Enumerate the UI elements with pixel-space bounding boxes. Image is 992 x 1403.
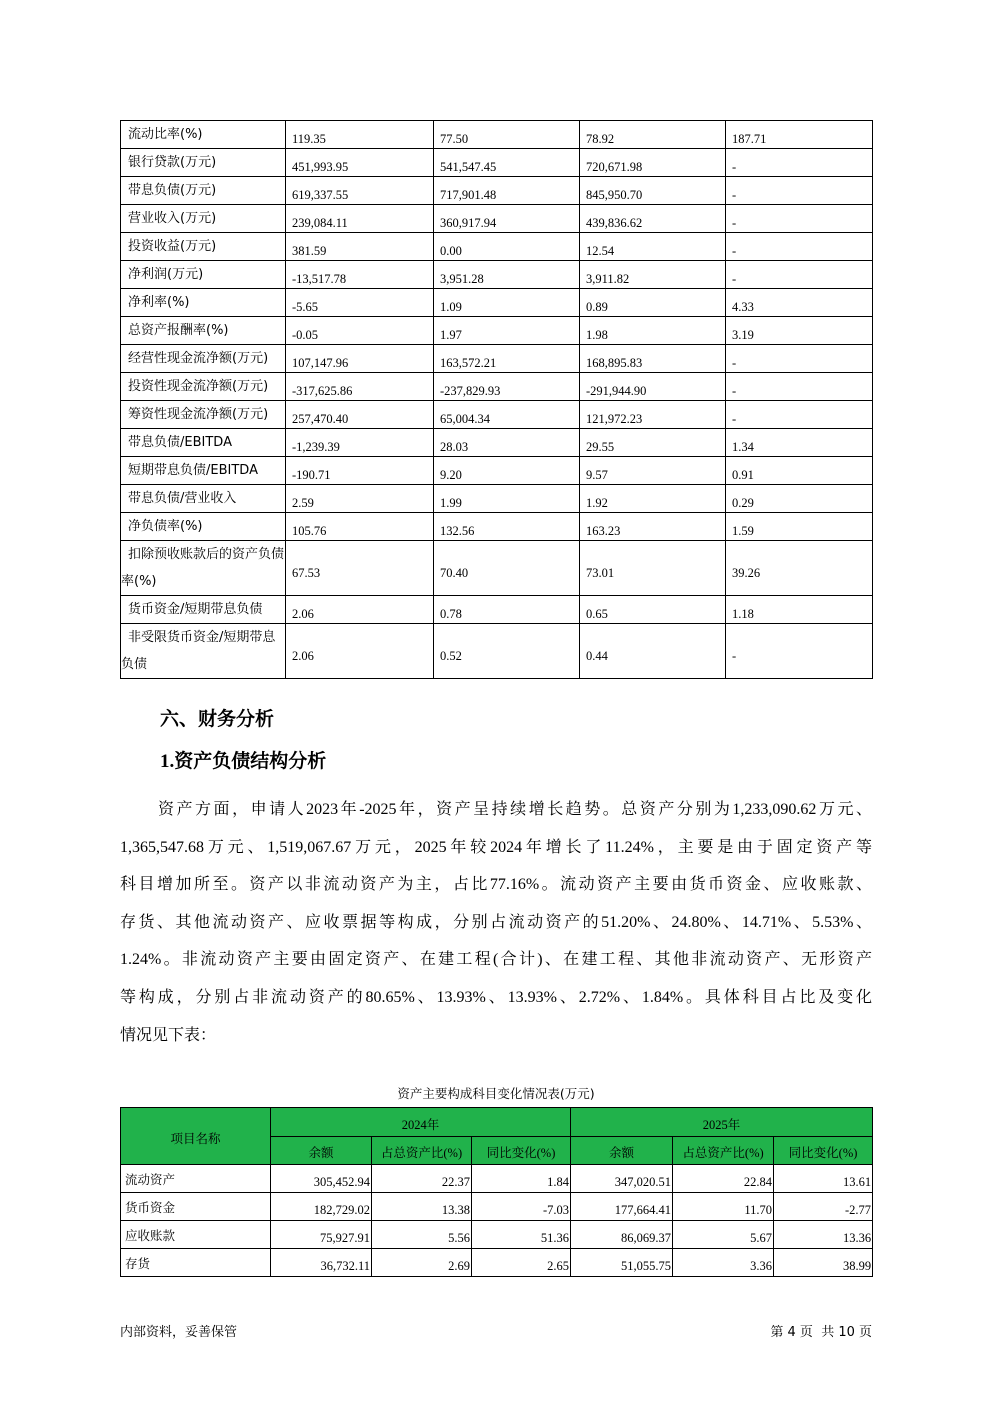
metric-value: 381.59 [286, 233, 434, 261]
metrics-row [121, 345, 873, 373]
metric-value: 9.20 [434, 457, 580, 485]
section-heading: 六、财务分析 [160, 709, 275, 730]
row-label: 应收账款 [121, 1221, 271, 1249]
row-label: 流动资产 [121, 1165, 271, 1193]
metric-value: 1.99 [434, 485, 580, 513]
table-cell: 13.36 [774, 1221, 873, 1249]
metric-value: -291,944.90 [580, 373, 726, 401]
metric-label: 非受限货币资金/短期带息负债 [121, 624, 286, 679]
metric-value: 720,671.98 [580, 149, 726, 177]
metric-value: 163,572.21 [434, 345, 580, 373]
table-row [121, 1221, 873, 1249]
metrics-row [121, 513, 873, 541]
metric-value: 132.56 [434, 513, 580, 541]
metric-value: 1.98 [580, 317, 726, 345]
metric-value: -190.71 [286, 457, 434, 485]
paragraph-line: 1.24%。非流动资产主要由固定资产、在建工程(合计)、在建工程、其他非流动资产、无形资产 [120, 951, 872, 969]
metric-label: 带息负债/EBITDA [121, 429, 286, 457]
analysis-paragraph [120, 791, 872, 1054]
table-cell: 5.56 [372, 1221, 472, 1249]
metric-value: 1.59 [726, 513, 873, 541]
metric-value: 0.89 [580, 289, 726, 317]
table-caption: 资产主要构成科目变化情况表(万元) [397, 1086, 595, 1101]
metric-value: 619,337.55 [286, 177, 434, 205]
metric-value: 73.01 [580, 541, 726, 596]
metric-value: 0.78 [434, 596, 580, 624]
metric-value: 3,911.82 [580, 261, 726, 289]
metrics-row [121, 429, 873, 457]
metrics-row [121, 596, 873, 624]
metrics-row [121, 149, 873, 177]
metric-value: 163.23 [580, 513, 726, 541]
metrics-row [121, 485, 873, 513]
paragraph-line: 存货、其他流动资产、应收票据等构成，分别占流动资产的51.20%、24.80%、14.71%、5.53%、 [120, 913, 872, 931]
metric-value: 0.00 [434, 233, 580, 261]
metric-label: 净利率(%) [121, 289, 286, 317]
metric-value: - [726, 233, 873, 261]
metric-value: 0.91 [726, 457, 873, 485]
metric-value: 2.06 [286, 624, 434, 679]
table-cell: 86,069.37 [571, 1221, 673, 1249]
financial-metrics-table [120, 120, 873, 679]
table-cell: 2.65 [472, 1249, 571, 1277]
table-row [121, 1193, 873, 1221]
metric-value: 28.03 [434, 429, 580, 457]
metrics-row [121, 373, 873, 401]
metric-label: 带息负债(万元) [121, 177, 286, 205]
metric-value: 3,951.28 [434, 261, 580, 289]
metrics-row [121, 121, 873, 149]
metric-value: -13,517.78 [286, 261, 434, 289]
table-cell: 3.36 [673, 1249, 774, 1277]
metric-value: 257,470.40 [286, 401, 434, 429]
metric-value: - [726, 373, 873, 401]
metric-value: 39.26 [726, 541, 873, 596]
table-cell: 51,055.75 [571, 1249, 673, 1277]
year-group-header: 2024年 [271, 1108, 571, 1137]
metric-value: 78.92 [580, 121, 726, 149]
table-cell: 75,927.91 [271, 1221, 372, 1249]
metric-value: 439,836.62 [580, 205, 726, 233]
column-header: 同比变化(%) [774, 1137, 873, 1165]
metrics-row [121, 177, 873, 205]
metric-value: 541,547.45 [434, 149, 580, 177]
metrics-row [121, 457, 873, 485]
subsection-heading: 1.资产负债结构分析 [160, 751, 327, 772]
metric-label: 投资性现金流净额(万元) [121, 373, 286, 401]
metrics-row [121, 233, 873, 261]
metric-value: -0.05 [286, 317, 434, 345]
metric-value: 1.97 [434, 317, 580, 345]
metric-value: - [726, 261, 873, 289]
metric-label: 流动比率(%) [121, 121, 286, 149]
table-cell: 13.61 [774, 1165, 873, 1193]
metric-value: 239,084.11 [286, 205, 434, 233]
row-label: 存货 [121, 1249, 271, 1277]
metric-value: 1.34 [726, 429, 873, 457]
metric-value: 29.55 [580, 429, 726, 457]
table-cell: 22.84 [673, 1165, 774, 1193]
footer-page-number: 第 4 页 共 10 页 [770, 1325, 872, 1340]
metric-value: 717,901.48 [434, 177, 580, 205]
metric-value: -1,239.39 [286, 429, 434, 457]
metric-value: - [726, 149, 873, 177]
metric-label: 筹资性现金流净额(万元) [121, 401, 286, 429]
metric-value: - [726, 177, 873, 205]
metric-label: 银行贷款(万元) [121, 149, 286, 177]
metric-value: -317,625.86 [286, 373, 434, 401]
metric-value: -5.65 [286, 289, 434, 317]
metrics-row [121, 317, 873, 345]
item-name-header: 项目名称 [121, 1108, 271, 1165]
column-header: 余额 [271, 1137, 372, 1165]
metric-value: 12.54 [580, 233, 726, 261]
paragraph-line: 1,365,547.68万元、1,519,067.67万元，2025年较2024年增长了11.24%，主要是由于固定资产等 [120, 838, 872, 856]
metric-value: - [726, 401, 873, 429]
table-cell: -7.03 [472, 1193, 571, 1221]
metric-value: 1.09 [434, 289, 580, 317]
paragraph-line: 等构成，分别占非流动资产的80.65%、13.93%、13.93%、2.72%、1.84%。具体科目占比及变化 [120, 988, 872, 1006]
table-cell: 22.37 [372, 1165, 472, 1193]
table-cell: 51.36 [472, 1221, 571, 1249]
metric-value: - [726, 205, 873, 233]
table-header-row [121, 1108, 873, 1137]
table-cell: 347,020.51 [571, 1165, 673, 1193]
column-header: 同比变化(%) [472, 1137, 571, 1165]
metric-value: 2.59 [286, 485, 434, 513]
metric-label: 净负债率(%) [121, 513, 286, 541]
metric-value: -237,829.93 [434, 373, 580, 401]
row-label: 货币资金 [121, 1193, 271, 1221]
metric-value: 0.29 [726, 485, 873, 513]
table-row [121, 1165, 873, 1193]
metric-value: 187.71 [726, 121, 873, 149]
table-cell: 13.38 [372, 1193, 472, 1221]
metric-value: 2.06 [286, 596, 434, 624]
metric-value: - [726, 624, 873, 679]
metrics-row [121, 401, 873, 429]
column-header: 余额 [571, 1137, 673, 1165]
metric-value: 70.40 [434, 541, 580, 596]
metric-value: - [726, 345, 873, 373]
table-row [121, 1249, 873, 1277]
paragraph-line: 资产方面，申请人2023年-2025年，资产呈持续增长趋势。总资产分别为1,233,090.62万元、 [158, 801, 872, 818]
asset-composition-table [120, 1107, 873, 1277]
metric-label: 扣除预收账款后的资产负债率(%) [121, 541, 286, 596]
metric-value: 4.33 [726, 289, 873, 317]
table-cell: 38.99 [774, 1249, 873, 1277]
paragraph-line: 科目增加所至。资产以非流动资产为主，占比77.16%。流动资产主要由货币资金、应收账款、 [120, 876, 872, 894]
metric-value: 0.44 [580, 624, 726, 679]
metric-value: 105.76 [286, 513, 434, 541]
metrics-row [121, 261, 873, 289]
metric-value: 67.53 [286, 541, 434, 596]
metric-value: 1.18 [726, 596, 873, 624]
metric-value: 0.65 [580, 596, 726, 624]
metric-label: 短期带息负债/EBITDA [121, 457, 286, 485]
footer-confidential-note: 内部资料，妥善保管 [120, 1325, 238, 1340]
table-cell: 36,732.11 [271, 1249, 372, 1277]
table-cell: 182,729.02 [271, 1193, 372, 1221]
metrics-row [121, 541, 873, 596]
metric-value: 0.52 [434, 624, 580, 679]
metric-value: 107,147.96 [286, 345, 434, 373]
column-header: 占总资产比(%) [673, 1137, 774, 1165]
metric-label: 经营性现金流净额(万元) [121, 345, 286, 373]
metric-label: 净利润(万元) [121, 261, 286, 289]
metrics-row [121, 289, 873, 317]
table-cell: 1.84 [472, 1165, 571, 1193]
table-cell: 2.69 [372, 1249, 472, 1277]
table-cell: -2.77 [774, 1193, 873, 1221]
metric-value: 119.35 [286, 121, 434, 149]
metric-label: 营业收入(万元) [121, 205, 286, 233]
metric-value: 1.92 [580, 485, 726, 513]
metric-label: 投资收益(万元) [121, 233, 286, 261]
table-cell: 5.67 [673, 1221, 774, 1249]
column-header: 占总资产比(%) [372, 1137, 472, 1165]
table-cell: 305,452.94 [271, 1165, 372, 1193]
metric-label: 货币资金/短期带息负债 [121, 596, 286, 624]
metric-value: 3.19 [726, 317, 873, 345]
table-cell: 177,664.41 [571, 1193, 673, 1221]
table-cell: 11.70 [673, 1193, 774, 1221]
metric-value: 65,004.34 [434, 401, 580, 429]
metric-value: 121,972.23 [580, 401, 726, 429]
metric-value: 9.57 [580, 457, 726, 485]
metric-value: 77.50 [434, 121, 580, 149]
metrics-row [121, 624, 873, 679]
metric-value: 168,895.83 [580, 345, 726, 373]
metric-value: 451,993.95 [286, 149, 434, 177]
metric-label: 带息负债/营业收入 [121, 485, 286, 513]
year-group-header: 2025年 [571, 1108, 873, 1137]
metric-value: 360,917.94 [434, 205, 580, 233]
metric-label: 总资产报酬率(%) [121, 317, 286, 345]
paragraph-line: 情况见下表： [120, 1026, 217, 1044]
metric-value: 845,950.70 [580, 177, 726, 205]
metrics-row [121, 205, 873, 233]
